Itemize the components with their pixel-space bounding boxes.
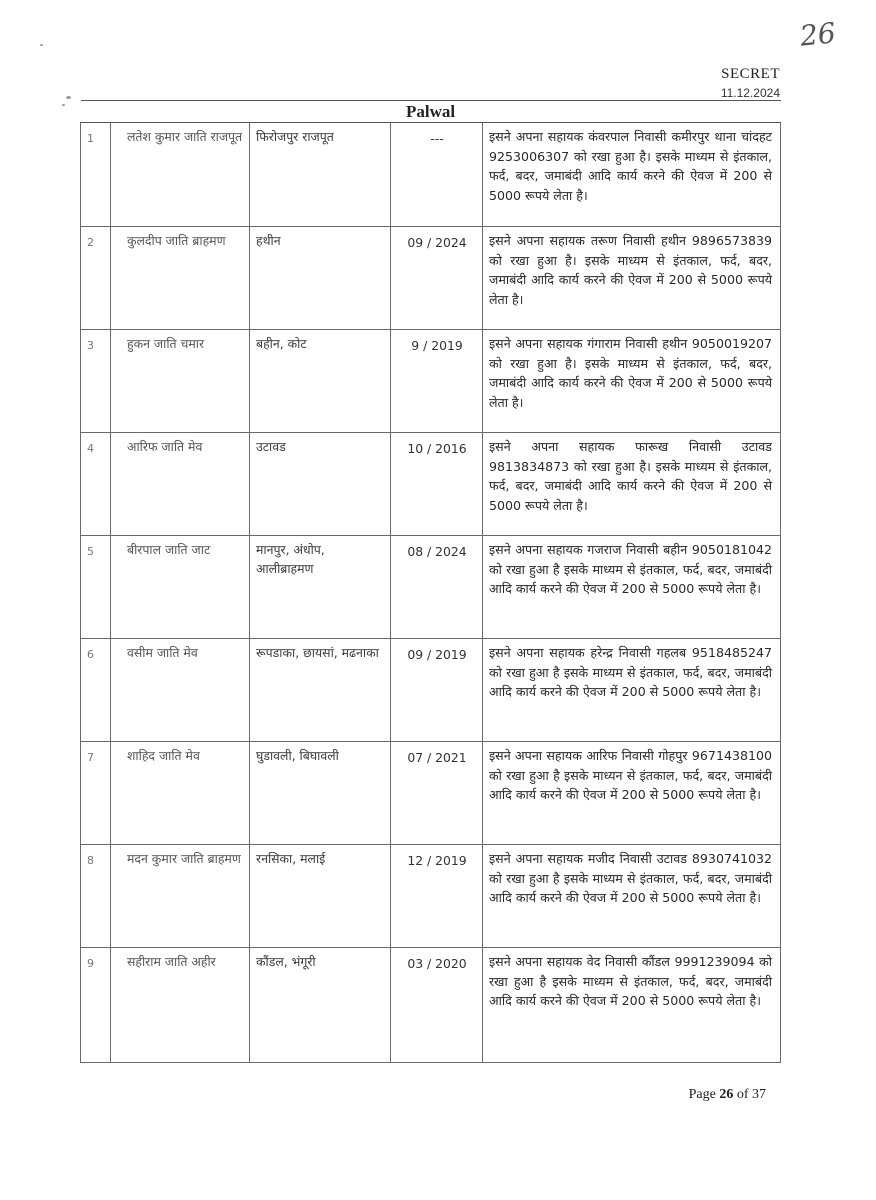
posting-place: हथीन [250,227,391,330]
assistant-details: इसने अपना सहायक गजराज निवासी बहीन 9050181042 को रखा हुआ है इसके माध्यम से इंतकाल, फर्द, बदर, जमाबंदी आदि कार्य करने की ऐवज में 200 से 5000 रूपये लेता है। [483,536,781,639]
table-row [81,330,781,433]
scan-speck [62,104,65,106]
district-heading: Palwal [81,101,781,123]
official-name-caste: आरिफ जाति मेव [111,433,250,536]
table-row [81,227,781,330]
serial-number: 8 [81,845,111,948]
classification-label: SECRET [721,66,780,82]
official-name-caste: शाहिद जाति मेव [111,742,250,845]
posting-place: कौंडल, भंगूरी [250,948,391,1063]
table-row [81,639,781,742]
posted-since: 08 / 2024 [391,536,483,639]
posted-since: 10 / 2016 [391,433,483,536]
serial-number: 1 [81,123,111,227]
table-row [81,433,781,536]
footer-total-pages: 37 [752,1087,766,1102]
official-name-caste: लतेश कुमार जाति राजपूत [111,123,250,227]
official-name-caste: हुकन जाति चमार [111,330,250,433]
official-name-caste: बीरपाल जाति जाट [111,536,250,639]
assistant-details: इसने अपना सहायक फारूख निवासी उटावड 9813834873 को रखा हुआ है। इसके माध्यम से इंतकाल, फर्द, बदर, जमाबंदी आदि कार्य करने की ऐवज में 200 से 5000 रूपये लेता है। [483,433,781,536]
posting-place: मानपुर, अंधोप, आलीब्राहमण [250,536,391,639]
official-name-caste: मदन कुमार जाति ब्राहमण [111,845,250,948]
posting-place: उटावड [250,433,391,536]
officials-table [80,100,781,1063]
serial-number: 3 [81,330,111,433]
assistant-details: इसने अपना सहायक हरेन्द्र निवासी गहलब 9518485247 को रखा हुआ है इसके माध्यम से इंतकाल, फर्द, बदर, जमाबंदी आदि कार्य करने की ऐवज में 200 से 5000 रूपये लेता है। [483,639,781,742]
table-row [81,536,781,639]
table-row [81,845,781,948]
serial-number: 5 [81,536,111,639]
officials-table-container [80,100,780,1063]
table-row [81,948,781,1063]
posted-since: 12 / 2019 [391,845,483,948]
posted-since: 03 / 2020 [391,948,483,1063]
serial-number: 6 [81,639,111,742]
serial-number: 9 [81,948,111,1063]
posted-since: 09 / 2024 [391,227,483,330]
official-name-caste: वसीम जाति मेव [111,639,250,742]
table-row [81,123,781,227]
footer-page-prefix: Page [688,1087,716,1102]
posting-place: रनसिका, मलाई [250,845,391,948]
document-date: 11.12.2024 [720,86,780,100]
assistant-details: इसने अपना सहायक मजीद निवासी उटावड 8930741032 को रखा हुआ है इसके माध्यम से इंतकाल, फर्द, बदर, जमाबंदी आदि कार्य करने की ऐवज में 200 से 5000 रूपये लेता है। [483,845,781,948]
posting-place: रूपडाका, छायसां, मढनाका [250,639,391,742]
serial-number: 4 [81,433,111,536]
official-name-caste: कुलदीप जाति ब्राहमण [111,227,250,330]
handwritten-page-number: 26 [798,16,838,53]
posted-since: 09 / 2019 [391,639,483,742]
assistant-details: इसने अपना सहायक गंगाराम निवासी हथीन 9050019207 को रखा हुआ है। इसके माध्यम से इंतकाल, फर्द, बदर, जमाबंदी आदि कार्य करने की ऐवज में 200 से 5000 रूपये लेता है। [483,330,781,433]
posting-place: बहीन, कोट [250,330,391,433]
footer-current-page: 26 [719,1087,734,1102]
assistant-details: इसने अपना सहायक कंवरपाल निवासी कमीरपुर थाना चांदहट 9253006307 को रखा हुआ है। इसके माध्यम से इंतकाल, फर्द, बदर, जमाबंदी आदि कार्य करने की ऐवज में 200 से 5000 रूपये लेता है। [483,123,781,227]
posted-since: --- [391,123,483,227]
official-name-caste: सहीराम जाति अहीर [111,948,250,1063]
page-footer [689,1087,766,1103]
posted-since: 07 / 2021 [391,742,483,845]
posted-since: 9 / 2019 [391,330,483,433]
table-row [81,742,781,845]
assistant-details: इसने अपना सहायक तरूण निवासी हथीन 9896573839 को रखा हुआ है। इसके माध्यम से इंतकाल, फर्द, बदर, जमाबंदी आदि कार्य करने की ऐवज में 200 से 5000 रूपये लेता है। [483,227,781,330]
scan-speck [40,44,43,46]
assistant-details: इसने अपना सहायक आरिफ निवासी गोहपुर 9671438100 को रखा हुआ है इसके माध्यन से इंतकाल, फर्द, बदर, जमाबंदी आदि कार्य करने की ऐवज में 200 से 5000 रूपये लेता है। [483,742,781,845]
assistant-details: इसने अपना सहायक वेद निवासी कौंडल 9991239094 को रखा हुआ है इसके माध्यम से इंतकाल, फर्द, बदर, जमाबंदी आदि कार्य करने की ऐवज में 200 से 5000 रूपये लेता है। [483,948,781,1063]
posting-place: फिरोजपुर राजपूत [250,123,391,227]
scan-speck [66,96,71,99]
posting-place: घुडावली, बिघावली [250,742,391,845]
footer-of: of [736,1087,749,1102]
serial-number: 7 [81,742,111,845]
serial-number: 2 [81,227,111,330]
